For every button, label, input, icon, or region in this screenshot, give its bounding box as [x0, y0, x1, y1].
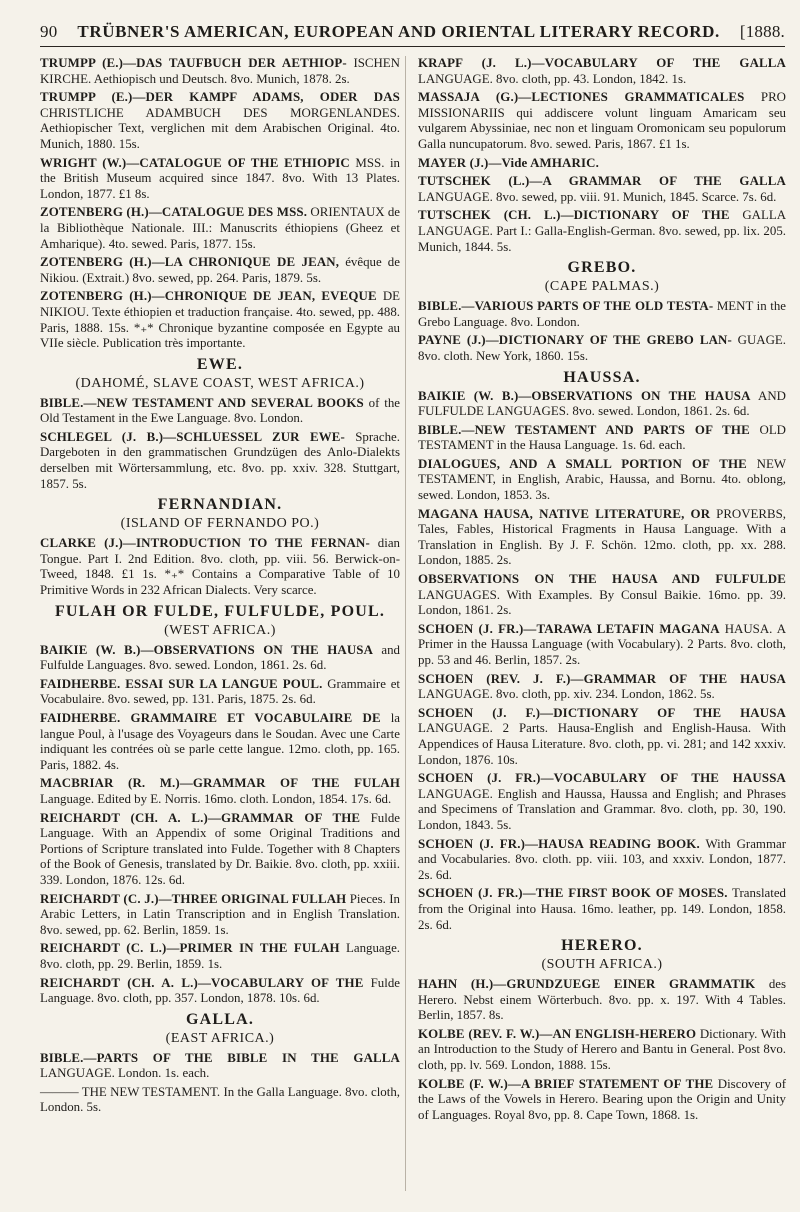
entry-description: DE NIKIOU. Texte éthiopien et traduction française. 4to. sewed, pp. 488. Paris, 1888. 15s. *₊* Chronique byzantine composée en Egypte au VIIe siècle. Publication très importante. [40, 289, 400, 351]
entry-description: ORIENTAUX de la Bibliothèque Nationale. III.: Manuscrits éthiopiens (Gheez et Amharique). 4to. sewed. Paris, 1877. 15s. [40, 205, 401, 251]
entry-heading: SCHOEN (J. F.)—DICTIONARY OF THE HAUSA [418, 705, 786, 720]
page-year: [1888. [739, 22, 785, 41]
right-column [418, 56, 786, 1126]
running-title: TRÜBNER'S AMERICAN, EUROPEAN AND ORIENTAL LITERARY RECORD. [77, 22, 720, 41]
entry-description: Language. 8vo. cloth, pp. 29. Berlin, 1859. 1s. [40, 941, 401, 971]
entry-description: LANGUAGE. 8vo. cloth, pp. xiv. 234. London, 1862. 5s. [418, 687, 715, 702]
left-column [40, 56, 400, 1119]
entry-heading: BIBLE.—PARTS OF THE BIBLE IN THE GALLA [40, 1050, 400, 1065]
entry-heading: SCHOEN (J. FR.)—HAUSA READING BOOK. [418, 836, 700, 851]
section-heading: GREBO. [567, 259, 637, 277]
entry-heading: FAIDHERBE. ESSAI SUR LA LANGUE POUL. [40, 676, 323, 691]
entry-description: Grammaire et Vocabulaire. 8vo. sewed, pp. 131. Paris, 1875. 2s. 6d. [40, 676, 401, 707]
entry-heading: SCHLEGEL (J. B.)—SCHLUESSEL ZUR EWE- [40, 429, 345, 444]
entry-description: MSS. in the British Museum acquired since 1847. 8vo. With 13 Plates. London, 1877. £1 8s. [40, 155, 400, 201]
entry-description: CHRISTLICHE ADAMBUCH DES MORGENLANDES. Aethiopischer Text, verglichen mit dem Arabischen Original. 4to. Munich, 1880. 15s. [40, 105, 400, 151]
entry-heading: SCHOEN (REV. J. F.)—GRAMMAR OF THE HAUSA [418, 671, 786, 686]
section-heading: GALLA. [185, 1010, 255, 1028]
catalogue-entry [418, 56, 786, 87]
catalogue-entry [40, 396, 400, 427]
entry-description: GUAGE. 8vo. cloth. New York, 1860. 15s. [418, 333, 786, 363]
entry-heading: FAIDHERBE. GRAMMAIRE ET VOCABULAIRE DE [40, 711, 381, 725]
entry-heading: BAIKIE (W. B.)—OBSERVATIONS ON THE HAUSA [40, 642, 374, 657]
entry-description: With Grammar and Vocabularies. 8vo. cloth. pp. viii. 103, and xxxiv. London, 1877. 2s. 6d. [418, 836, 786, 882]
section-heading: HERERO. [561, 937, 643, 955]
catalogue-entry [40, 90, 400, 152]
entry-heading: REICHARDT (C. J.)—THREE ORIGINAL FULLAH [40, 891, 347, 906]
entry-heading: ZOTENBERG (H.)—LA CHRONIQUE DE JEAN, [40, 255, 340, 270]
entry-description: GALLA LANGUAGE. Part I.: Galla-English-German. 8vo. sewed, pp. lix. 205. Munich, 1844. 5s. [418, 208, 787, 254]
entry-heading: REICHARDT (CH. A. L.)—GRAMMAR OF THE [40, 810, 361, 825]
catalogue-entry-continuation: ——— THE NEW TESTAMENT. In the Galla Language. 8vo. cloth, London. 5s. [40, 1084, 400, 1115]
entry-description: PRO MISSIONARIIS qui addiscere volunt linguam Amaricam seu vulgarem Abyssiniae, nec non et linguam Oromonicam seu populorum Galla nuncupatorum. 8vo. sewed. Paris, 1867. £1 1s. [418, 90, 786, 151]
entry-description: des Herero. Nebst einem Wörterbuch. 8vo. pp. x. 197. With 4 Tables. Berlin, 1857. 8s. [418, 977, 786, 1023]
entry-description: dian Tongue. Part I. 2nd Edition. 8vo. cloth, pp. viii. 56. Berwick-on-Tweed, 1848. £1 1s. *₊* Contains a Comparative Table of 10 Primitive Words in 232 African Dialects. Very scarce. [40, 536, 401, 598]
catalogue-entry [40, 289, 400, 351]
catalogue-entry [40, 430, 400, 492]
entry-heading: MASSAJA (G.)—LECTIONES GRAMMATICALES [418, 90, 745, 105]
section-heading: HAUSSA. [563, 368, 641, 386]
entry-heading: MACBRIAR (R. M.)—GRAMMAR OF THE FULAH [40, 776, 400, 791]
entry-description: Pieces. In Arabic Letters, in Latin Transcription and in English Translation. 8vo. sewed, pp. 62. Berlin, 1859. 1s. [40, 891, 400, 937]
entry-heading: ZOTENBERG (H.)—CATALOGUE DES MSS. [40, 205, 308, 220]
entry-heading: PAYNE (J.)—DICTIONARY OF THE GREBO LAN- [418, 333, 732, 348]
catalogue-entry [418, 622, 786, 669]
section-heading: EWE. [196, 355, 244, 373]
entry-heading: WRIGHT (W.)—CATALOGUE OF THE ETHIOPIC [40, 155, 350, 170]
catalogue-entry [418, 333, 786, 364]
entry-description: AND FULFULDE LANGUAGES. 8vo. sewed. London, 1861. 2s. 6d. [418, 388, 786, 419]
section-heading: FULAH OR FULDE, FULFULDE, POUL. [54, 602, 386, 620]
entry-description: Translated from the Original into Hausa. 16mo. leather, pp. 149. London, 1858. 2s. 6d. [418, 886, 787, 932]
catalogue-entry [40, 811, 400, 889]
entry-description: LANGUAGES. With Examples. By Consul Baikie. 16mo. pp. 39. London, 1861. 2s. [418, 587, 786, 618]
entry-heading: DIALOGUES, AND A SMALL PORTION OF THE [418, 456, 747, 471]
catalogue-entry [418, 837, 786, 884]
entry-heading: KOLBE (REV. F. W.)—AN ENGLISH-HERERO [418, 1026, 697, 1041]
catalogue-entry [418, 90, 786, 152]
entry-heading: SCHOEN (J. FR.)—THE FIRST BOOK OF MOSES. [418, 886, 728, 901]
catalogue-entry [418, 977, 786, 1024]
catalogue-entry [418, 389, 786, 420]
catalogue-entry [418, 156, 786, 172]
catalogue-entry [40, 892, 400, 939]
catalogue-entry [40, 255, 400, 286]
catalogue-entry [40, 156, 400, 203]
entry-heading: CLARKE (J.)—INTRODUCTION TO THE FERNAN- [40, 536, 370, 551]
catalogue-entry [40, 1051, 400, 1082]
entry-heading: TRUMPP (E.)—DER KAMPF ADAMS, ODER DAS [40, 90, 400, 105]
entry-heading: BIBLE.—VARIOUS PARTS OF THE OLD TESTA- [418, 299, 714, 314]
entry-heading: TUTSCHEK (CH. L.)—DICTIONARY OF THE [418, 208, 730, 223]
entry-description: LANGUAGE. 2 Parts. Hausa-English and English-Hausa. With Appendices of Hausa Literature. 8vo. cloth, pp. vi. 281; and 142 xxxiv. London, 1876. 10s. [418, 721, 786, 767]
entry-heading: KOLBE (F. W.)—A BRIEF STATEMENT OF THE [418, 1076, 714, 1091]
entry-description: MENT in the Grebo Language. 8vo. London. [418, 299, 786, 329]
catalogue-entry [418, 572, 786, 619]
catalogue-entry [40, 56, 400, 87]
catalogue-entry [418, 299, 786, 330]
entry-description: and Fulfulde Languages. 8vo. sewed. London, 1861. 2s. 6d. [40, 642, 401, 673]
entry-description: PROVERBS, Tales, Fables, Historical Fragments in Hausa Language. With a Translation in English. By J. F. Schön. 12mo. cloth, pp. xx. 288. London, 1885. 2s. [418, 506, 786, 568]
section-subheading: (WEST AFRICA.) [164, 622, 276, 638]
catalogue-entry [40, 941, 400, 972]
entry-heading: ZOTENBERG (H.)—CHRONIQUE DE JEAN, EVEQUE [40, 289, 377, 304]
catalogue-entry [418, 423, 786, 454]
catalogue-entry [40, 205, 400, 252]
entry-heading: BAIKIE (W. B.)—OBSERVATIONS ON THE HAUSA [418, 388, 751, 403]
section-subheading: (ISLAND OF FERNANDO PO.) [120, 516, 320, 532]
entry-heading: BIBLE.—NEW TESTAMENT AND SEVERAL BOOKS [40, 395, 364, 410]
entry-heading: REICHARDT (C. L.)—PRIMER IN THE FULAH [40, 941, 340, 956]
entry-description: NEW TESTAMENT, in English, Arabic, Haussa, and Bornu. 4to. oblong, sewed. London, 1853. 3s. [418, 456, 786, 503]
entry-description: évêque de Nikiou. (Extrait.) 8vo. sewed, pp. 264. Paris, 1879. 5s. [40, 255, 400, 285]
catalogue-entry [418, 771, 786, 833]
entry-description: Discovery of the Laws of the Vowels in Herero. Bearing upon the Origin and Unity of Languages. Royal 8vo, pp. 8. Cape Town, 1868. 1s. [418, 1076, 786, 1122]
catalogue-entry [40, 711, 400, 773]
entry-description: Fulde Language. With an Appendix of some Original Traditions and Portions of Scripture translated into Fulde. Together with 8 Chapters of the Book of Genesis, translated by Dr. Baikie. 8vo. cloth, pp. xxiii. 339. London, 1876. 12s. 6d. [40, 810, 401, 887]
entry-heading: OBSERVATIONS ON THE HAUSA AND FULFULDE [418, 572, 786, 587]
entry-description: OLD TESTAMENT in the Hausa Language. 1s. 6d. each. [418, 422, 786, 453]
section-subheading: (CAPE PALMAS.) [544, 279, 660, 295]
section-heading: FERNANDIAN. [157, 496, 283, 514]
entry-description: ISCHEN KIRCHE. Aethiopisch und Deutsch. 8vo. Munich, 1878. 2s. [40, 56, 400, 86]
section-subheading: (DAHOMÉ, SLAVE COAST, WEST AFRICA.) [75, 375, 365, 391]
catalogue-entry [418, 706, 786, 768]
entry-description: Fulde Language. 8vo. cloth, pp. 357. London, 1878. 10s. 6d. [40, 975, 400, 1006]
catalogue-entry [418, 507, 786, 569]
catalogue-entry [418, 208, 786, 255]
catalogue-entry [40, 536, 400, 598]
catalogue-entry [40, 677, 400, 708]
entry-heading: HAHN (H.)—GRUNDZUEGE EINER GRAMMATIK [418, 977, 756, 992]
entry-description: Dictionary. With an Introduction to the Study of Herero and Bantu in General. Post 8vo. cloth, pp. lv. 569. London, 1888. 15s. [418, 1026, 786, 1073]
entry-heading: SCHOEN (J. FR.)—VOCABULARY OF THE HAUSSA [418, 771, 786, 786]
catalogue-entry [418, 886, 786, 933]
page-header [40, 18, 785, 47]
catalogue-entry [418, 174, 786, 205]
entry-heading: MAGANA HAUSA, NATIVE LITERATURE, OR [418, 506, 711, 521]
catalogue-entry [40, 643, 400, 674]
catalogue-entry [418, 1027, 786, 1074]
entry-heading: TRUMPP (E.)—DAS TAUFBUCH DER AETHIOP- [40, 56, 347, 70]
catalogue-entry [418, 672, 786, 703]
entry-description: LANGUAGE. 8vo. sewed, pp. viii. 91. Munich, 1845. Scarce. 7s. 6d. [418, 189, 777, 204]
entry-description: of the Old Testament in the Ewe Language. 8vo. London. [40, 395, 400, 426]
entry-description: Language. Edited by E. Norris. 16mo. cloth. London, 1854. 17s. 6d. [40, 791, 392, 806]
entry-heading: TUTSCHEK (L.)—A GRAMMAR OF THE GALLA [418, 174, 786, 189]
section-subheading: (EAST AFRICA.) [165, 1030, 275, 1046]
catalogue-entry [418, 1077, 786, 1124]
entry-heading: KRAPF (J. L.)—VOCABULARY OF THE GALLA [418, 56, 786, 70]
entry-description: LANGUAGE. English and Haussa, Haussa and English; and Phrases and Specimens of Translation and Grammar. 8vo. cloth, pp. 30, 190. London, 1843. 5s. [418, 786, 786, 832]
catalogue-entry [40, 776, 400, 807]
entry-description: LANGUAGE. London. 1s. each. [40, 1066, 210, 1081]
entry-heading: REICHARDT (CH. A. L.)—VOCABULARY OF THE [40, 975, 364, 990]
catalogue-entry [40, 976, 400, 1007]
entry-heading: SCHOEN (J. FR.)—TARAWA LETAFIN MAGANA [418, 621, 720, 636]
entry-heading: BIBLE.—NEW TESTAMENT AND PARTS OF THE [418, 422, 750, 437]
entry-heading: MAYER (J.)—Vide AMHARIC. [418, 155, 599, 170]
catalogue-entry [418, 457, 786, 504]
entry-description: LANGUAGE. 8vo. cloth, pp. 43. London, 1842. 1s. [418, 71, 687, 86]
section-subheading: (SOUTH AFRICA.) [541, 957, 663, 973]
page-number: 90 [40, 22, 58, 41]
entry-description: la langue Poul, à l'usage des Voyageurs dans le Soudan. Avec une Carte indiquant les contrées où se parle cette langue. 12mo. cloth, pp. 165. Paris, 1882. 4s. [40, 711, 400, 772]
entry-description: HAUSA. A Primer in the Haussa Language (with Vocabulary). 2 Parts. 8vo. cloth, pp. 53 and 46. Berlin, 1857. 2s. [418, 621, 786, 667]
entry-description: Sprache. Dargeboten in den grammatischen Grundzügen des Anlo-Dialekts derselben mit Wörtersammlung, etc. 8vo. pp. xxiv. 328. Stuttgart, 1857. 5s. [40, 429, 400, 491]
column-divider [405, 56, 406, 1191]
